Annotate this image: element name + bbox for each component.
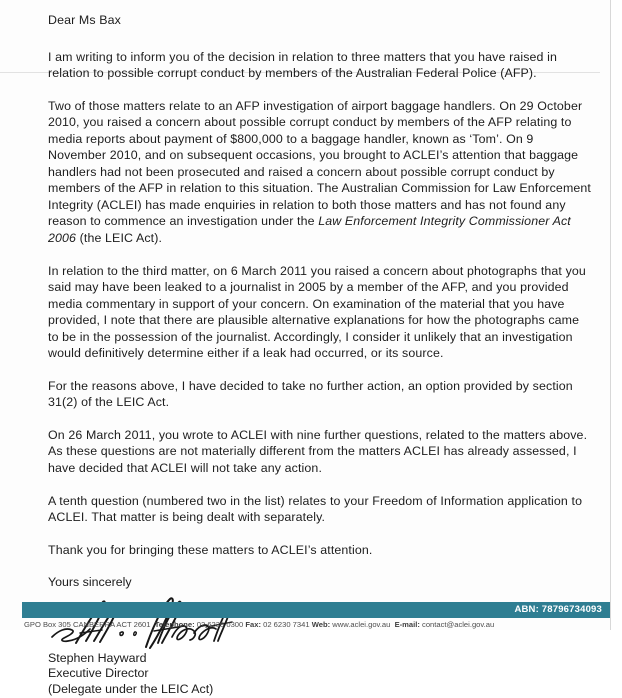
footer-email: contact@aclei.gov.au xyxy=(422,620,495,629)
paragraph-intro: I am writing to inform you of the decision in relation to three matters that you have raised in relation to possible corrupt conduct by members of the Australian Federal Police (AFP). xyxy=(48,49,558,81)
footer-contact-line xyxy=(24,620,610,630)
paragraph-nine-questions: On 26 March 2011, you wrote to ACLEI with nine further questions, related to the matters above. As these questions are not materially different from the matters ACLEI has already assessed, I have decided that ACLEI will not take any action. xyxy=(48,427,588,476)
paragraph-photographs: In relation to the third matter, on 6 March 2011 you raised a concern about photographs that you said may have been leaked to a journalist in 2005 by a member of the AFP, and you provided media commentary in support of your concern. On examination of the material that you have provided, I note that there are plausible alternative explanations for how the photographs came to be in the possession of the journalist. Accordingly, I consider it unlikely that an investigation would definitively determine either if a leak had occurred, or its source. xyxy=(48,263,586,361)
footer-telephone: 02 6230 0300 xyxy=(196,620,244,629)
page-right-edge xyxy=(610,0,611,630)
signatory-role: (Delegate under the LEIC Act) xyxy=(48,681,214,696)
footer-teal-bar xyxy=(22,602,610,618)
letter-body xyxy=(48,12,593,698)
paragraph-no-further-action: For the reasons above, I have decided to take no further action, an option provided by section 31(2) of the LEIC Act. xyxy=(48,378,573,410)
paragraph-baggage-handlers xyxy=(48,98,593,247)
signatory-title: Executive Director xyxy=(48,666,149,681)
footer-telephone-label: Telephone: xyxy=(154,620,195,629)
abn-text: ABN: 78796734093 xyxy=(514,604,602,615)
footer-email-label: E-mail: xyxy=(394,620,420,629)
sign-off: Yours sincerely xyxy=(48,575,132,590)
legislation-title: Law Enforcement Integrity Commissioner Act 2006 xyxy=(48,214,571,246)
legislation-title-suffix: (the LEIC Act). xyxy=(76,231,163,246)
footer-fax-label: Fax: xyxy=(245,620,261,629)
footer-address: GPO Box 305 CANBERRA ACT 2601 xyxy=(24,620,151,629)
page-right-gutter xyxy=(611,0,622,630)
paragraph-tenth-question: A tenth question (numbered two in the list) relates to your Freedom of Information application to ACLEI. That matter is being dealt with separately. xyxy=(48,493,583,525)
salutation: Dear Ms Bax xyxy=(48,13,121,27)
signatory-name: Stephen Hayward xyxy=(48,650,147,665)
paragraph-baggage-handlers-text: Two of those matters relate to an AFP investigation of airport baggage handlers. On 29 October 2010, you raised a concern about possible corrupt conduct by members of the AFP relating to media reports about payment of $800,000 to a baggage handler, known as ‘Tom’. On 9 November 2010, and on subsequent occasions, you brought to ACLEI’s attention that baggage handlers had not been prosecuted and raised a concern about possible corrupt conduct by members of the AFP in relation to this situation. The Australian Commission for Law Enforcement Integrity (ACLEI) has made enquiries in relation to both those matters and has not found any reason to commence an investigation under the xyxy=(48,98,591,229)
paragraph-thanks: Thank you for bringing these matters to ACLEI’s attention. xyxy=(48,542,373,557)
footer-fax: 02 6230 7341 xyxy=(263,620,310,629)
footer-web-label: Web: xyxy=(311,620,331,629)
footer-web: www.aclei.gov.au xyxy=(332,620,391,629)
